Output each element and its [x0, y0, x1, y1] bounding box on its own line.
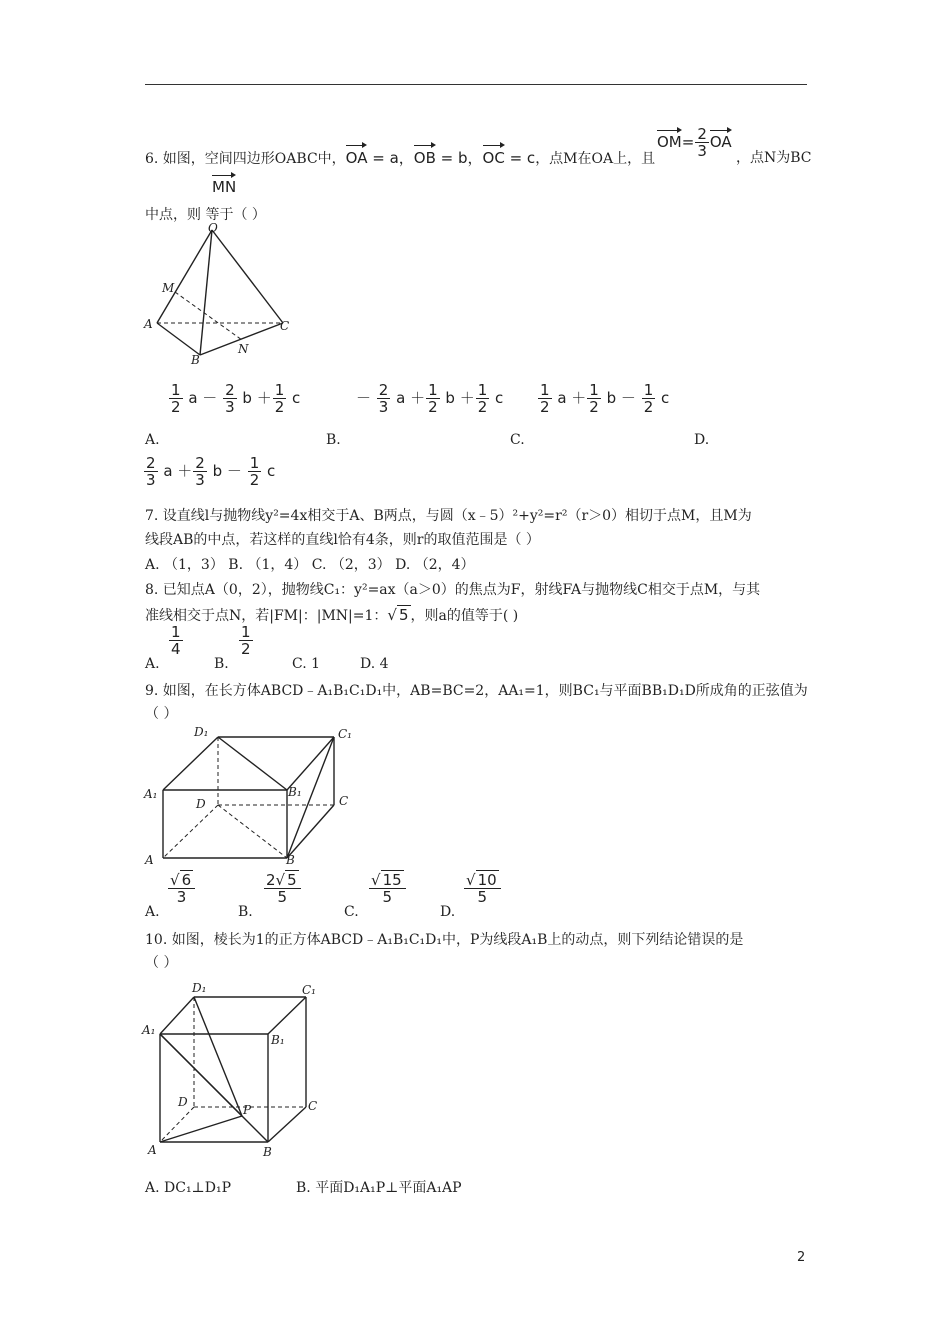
q6-line1: 6. 如图，空间四边形OABC中，OA = a，OB = b，OC = c，点M在OA上，且 [145, 149, 656, 167]
q6-label-a: A [144, 317, 153, 331]
q7-line1: 7. 设直线l与抛物线y²=4x相交于A、B两点，与圆（x﹣5）²+y²=r²（r＞0）相切于点M，且M为 [145, 508, 752, 524]
q10-label-a1: A₁ [142, 1023, 156, 1037]
q6-line1-end: ，点N为BC [736, 150, 812, 166]
q10-label-c: C [308, 1099, 318, 1113]
q8-option-b-fraction: $\frac{1}{2}$ [241, 623, 251, 658]
q9-label-c: C [339, 794, 349, 808]
q6-option-a-expr: $\frac{1}{2}$ a － $\frac{2}{3}$ b ＋ $\frac{1}{2}$ c [171, 381, 301, 416]
q8-option-d: D. 4 [360, 656, 389, 672]
q7-line2: 线段AB的中点，若这样的直线l恰有4条，则r的取值范围是（ ） [145, 532, 540, 548]
q9-label-d1: D₁ [194, 725, 209, 739]
q6-label-c: C [280, 319, 290, 333]
q9-line1: 9. 如图，在长方体ABCD﹣A₁B₁C₁D₁中，AB=BC=2，AA₁=1，则BC₁与平面BB₁D₁D所成角的正弦值为 [145, 683, 808, 699]
q10-label-p: P [243, 1103, 252, 1117]
q10-option-b: B. 平面D₁A₁P⊥平面A₁AP [296, 1180, 462, 1196]
q10-option-a: A. DC₁⊥D₁P [145, 1180, 231, 1196]
q9-label-a1: A₁ [144, 787, 158, 801]
q9-option-b-label: B. [238, 904, 253, 920]
q9-option-c-value: $\frac{√ 15}{5}$ [368, 872, 407, 905]
q9-label-d: D [196, 797, 206, 811]
q7-options: A. （1，3） B. （1，4） C. （2，3） D. （2，4） [145, 557, 475, 573]
q6-label-n: N [238, 342, 249, 356]
q8-option-c: C. 1 [292, 656, 321, 672]
q9-cuboid-figure [140, 718, 365, 868]
q10-label-b1: B₁ [271, 1033, 285, 1047]
q6-label-o: O [208, 222, 218, 235]
q8-line2: 准线相交于点N，若|FM|：|MN|=1：√ 5 ，则a的值等于( ) [145, 606, 519, 624]
q10-cube-figure [140, 972, 330, 1162]
q6-option-a-label: A. [145, 432, 160, 448]
q9-label-b: B [286, 853, 295, 867]
q8-option-b-label: B. [214, 656, 229, 672]
q10-line1: 10. 如图，棱长为1的正方体ABCD﹣A₁B₁C₁D₁中，P为线段A₁B上的动点，则下列结论错误的是 [145, 932, 744, 948]
q10-label-d: D [178, 1095, 188, 1109]
q6-option-d-expr: $\frac{2}{3}$ a ＋ $\frac{2}{3}$ b － $\frac{1}{2}$ c [146, 454, 276, 489]
q9-option-c-label: C. [344, 904, 359, 920]
header-rule [145, 84, 807, 85]
q10-label-a: A [148, 1143, 157, 1157]
q6-option-c-expr: $\frac{1}{2}$ a ＋ $\frac{1}{2}$ b － $\frac{1}{2}$ c [540, 381, 670, 416]
q8-option-a-label: A. [145, 656, 160, 672]
q6-om-expression: OM= $\frac{2}{3}$ OA [657, 125, 732, 160]
q8-line1: 8. 已知点A（0，2），抛物线C₁：y²=ax（a＞0）的焦点为F，射线FA与抛物线C相交于点M，与其 [145, 582, 761, 598]
q9-option-d-label: D. [440, 904, 456, 920]
q9-option-d-value: $\frac{√ 10}{5}$ [463, 872, 502, 905]
q9-option-a-value: $\frac{√ 6}{3}$ [167, 872, 196, 905]
q9-label-c1: C₁ [338, 727, 352, 741]
q8-option-a-fraction: $\frac{1}{4}$ [171, 623, 181, 658]
q9-option-b-value: $\frac{2√ 5}{5}$ [263, 872, 302, 905]
q6-option-d-label: D. [694, 432, 710, 448]
page-number: 2 [797, 1250, 806, 1265]
q10-label-b: B [263, 1145, 272, 1159]
q6-mn-vector: MN [212, 178, 237, 196]
q9-option-a-label: A. [145, 904, 160, 920]
q9-label-b1: B₁ [288, 785, 302, 799]
q6-tetrahedron-figure [140, 222, 300, 367]
q10-line2: （ ） [145, 955, 178, 971]
q6-option-b-expr: － $\frac{2}{3}$ a ＋ $\frac{1}{2}$ b ＋ $\frac{1}{2}$ c [356, 381, 504, 416]
q10-label-c1: C₁ [302, 983, 316, 997]
sqrt-symbol: √ 5 [387, 606, 409, 624]
q10-label-d1: D₁ [192, 981, 207, 995]
q9-line2: （ ） [145, 706, 178, 722]
q6-option-b-label: B. [326, 432, 341, 448]
q6-label-m: M [162, 281, 175, 295]
q6-line2: 中点，则 等于（ ） [145, 207, 266, 223]
q6-label-b: B [191, 353, 200, 367]
q9-label-a: A [145, 853, 154, 867]
q6-option-c-label: C. [510, 432, 525, 448]
